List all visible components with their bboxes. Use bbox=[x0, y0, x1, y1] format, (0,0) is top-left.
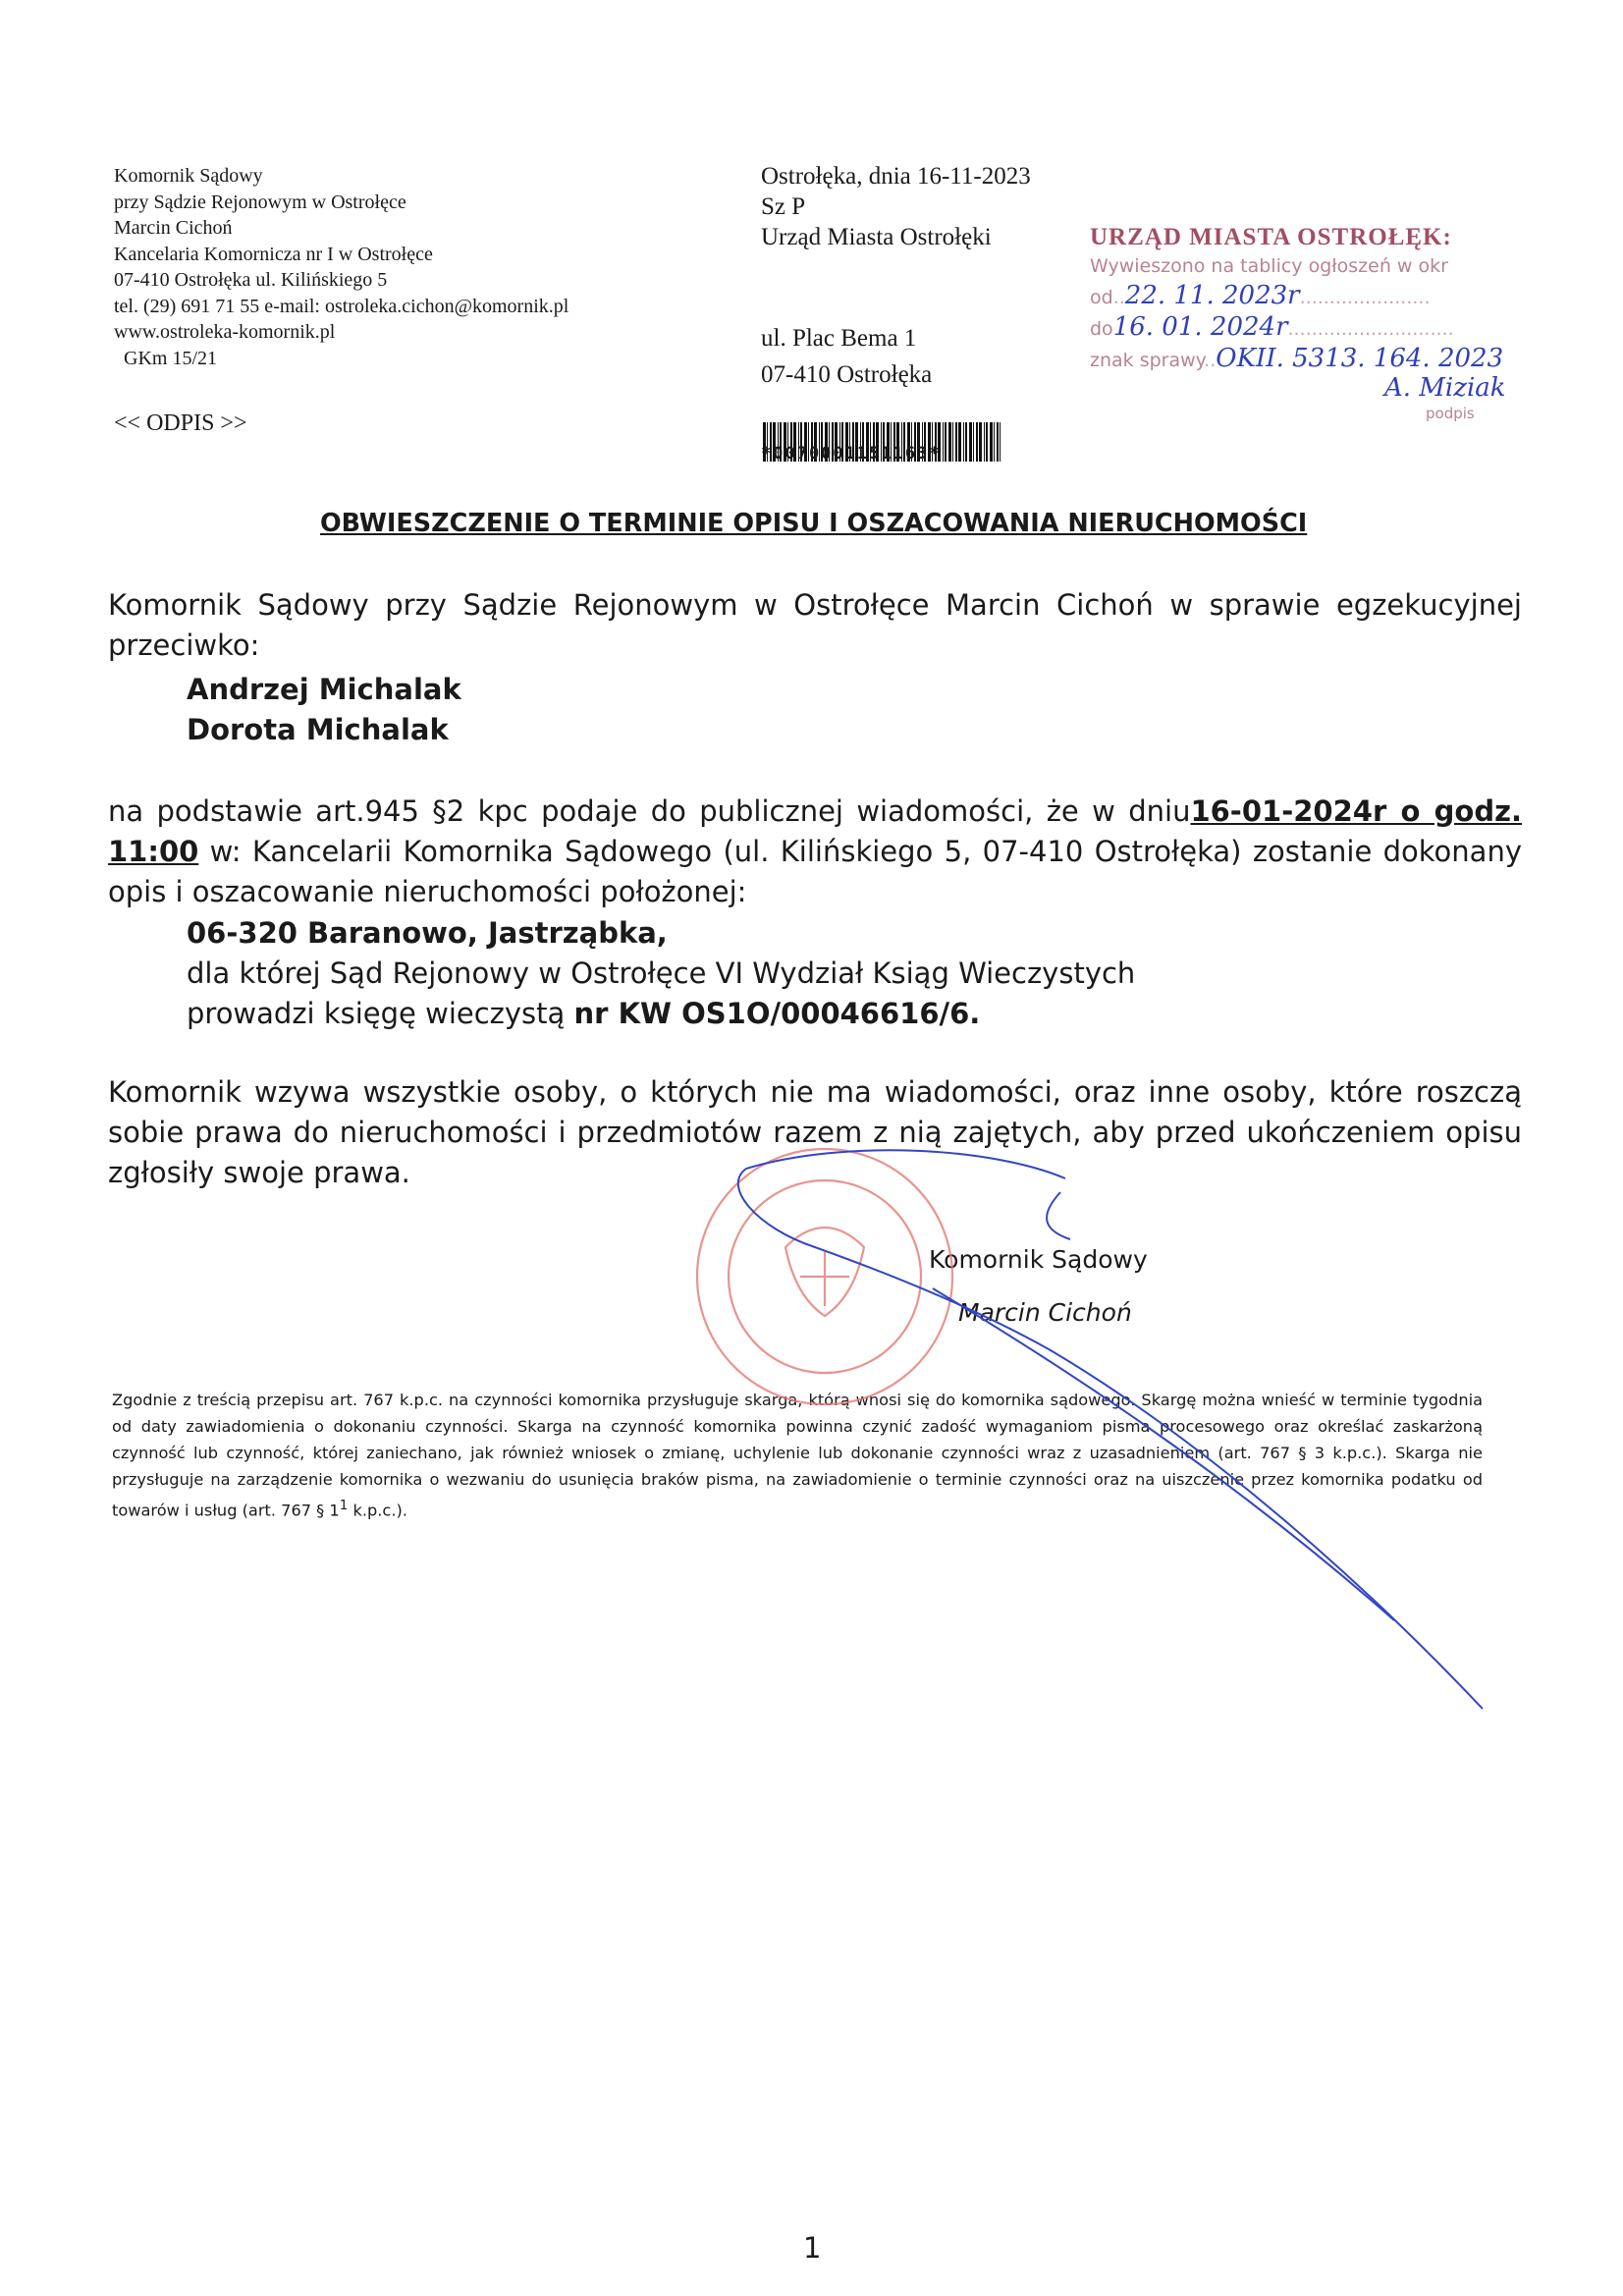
barcode-number: *0070001151163* bbox=[761, 444, 942, 464]
recipient-name: Urząd Miasta Ostrołęki bbox=[761, 224, 992, 250]
recipient-salutation: Sz P bbox=[761, 193, 806, 220]
barcode-bar bbox=[955, 422, 957, 462]
stamp-title: URZĄD MIASTA OSTROŁĘK: bbox=[1090, 224, 1452, 250]
sender-block bbox=[114, 163, 568, 371]
debtor-name: Dorota Michalak bbox=[187, 713, 449, 746]
sender-line: Komornik Sądowy bbox=[114, 165, 263, 187]
sender-line: tel. (29) 691 71 55 e-mail: ostroleka.cichon@komornik.pl bbox=[114, 295, 569, 317]
stamp-to-row: do16. 01. 2024r............................ bbox=[1090, 312, 1454, 342]
notice-title: OBWIESZCZENIE O TERMINIE OPISU I OSZACOWANIA NIERUCHOMOŚCI bbox=[320, 509, 1308, 538]
debtor-name: Andrzej Michalak bbox=[187, 673, 461, 706]
recipient-block bbox=[761, 161, 1031, 252]
stamp-ref-value: OKII. 5313. 164. 2023 bbox=[1216, 344, 1504, 373]
barcode-bar bbox=[969, 422, 972, 462]
summons-paragraph: Komornik wzywa wszystkie osoby, o których nie ma wiadomości, oraz inne osoby, które roszczą sobie prawa do nieruchomości i przedmiotów razem z nią zajętych, aby przed ukończeniem opisu zgłosiły swoje prawa. bbox=[108, 1075, 1522, 1189]
barcode-bar bbox=[963, 422, 964, 462]
legal-footnote bbox=[112, 1387, 1483, 1523]
barcode-bar bbox=[990, 422, 993, 462]
recipient-city: 07-410 Ostrołęka bbox=[761, 361, 933, 388]
intro-paragraph: Komornik Sądowy przy Sądzie Rejonowym w Ostrołęce Marcin Cichoń w sprawie egzekucyjnej przeciwko: bbox=[108, 588, 1522, 662]
stamp-to-value: 16. 01. 2024r bbox=[1112, 312, 1288, 342]
sender-line: 07-410 Ostrołęka ul. Kilińskiego 5 bbox=[114, 269, 388, 291]
barcode-bar bbox=[986, 422, 988, 462]
footnote-sup: 1 bbox=[339, 1498, 349, 1513]
barcode-bar bbox=[952, 422, 953, 462]
signer-block bbox=[929, 1233, 1148, 1339]
barcode-bar bbox=[997, 422, 999, 462]
stamp-ref-row: znak sprawy..OKII. 5313. 164. 2023 bbox=[1090, 344, 1504, 373]
barcode-bar bbox=[948, 422, 951, 462]
stamp-posted-text: Wywieszono na tablicy ogłoszeń w okr bbox=[1090, 255, 1448, 277]
footnote-text-end: k.p.c.). bbox=[348, 1501, 407, 1520]
property-kw-row bbox=[187, 994, 1135, 1034]
property-kw-number: nr KW OS1O/00046616/6. bbox=[573, 997, 981, 1030]
stamp-signature: A. Miziak bbox=[1384, 373, 1506, 403]
barcode-bar bbox=[1000, 422, 1001, 462]
barcode-bar bbox=[965, 422, 967, 462]
barcode-bar bbox=[984, 422, 985, 462]
stamp-ref-label: znak sprawy bbox=[1090, 350, 1205, 371]
barcode-bar bbox=[943, 422, 944, 462]
recipient-street: ul. Plac Bema 1 bbox=[761, 325, 917, 352]
signer-title: Komornik Sądowy bbox=[929, 1245, 1148, 1274]
property-location: 06-320 Baranowo, Jastrząbka, bbox=[187, 916, 668, 950]
stamp-to-label: do bbox=[1090, 318, 1113, 340]
sender-line: www.ostroleka-komornik.pl bbox=[114, 321, 336, 343]
property-kw-label: prowadzi księgę wieczystą bbox=[187, 997, 574, 1030]
basis-paragraph bbox=[108, 792, 1522, 912]
barcode-bar bbox=[945, 422, 947, 462]
barcode-bar bbox=[979, 422, 982, 462]
stamp-from-label: od bbox=[1090, 287, 1113, 308]
page-number: 1 bbox=[803, 2231, 822, 2265]
signer-name: Marcin Cichoń bbox=[958, 1298, 1132, 1327]
date-line: Ostrołęka, dnia 16-11-2023 bbox=[761, 163, 1031, 190]
recipient-address bbox=[761, 320, 932, 393]
barcode-bar bbox=[994, 422, 995, 462]
stamp-from-row: od..22. 11. 2023r...................... bbox=[1090, 281, 1431, 310]
posting-stamp bbox=[1090, 224, 1502, 375]
stamp-sign-label: podpis bbox=[1426, 405, 1475, 422]
inspection-date: 16-01-2024r o godz. 11:00 bbox=[108, 794, 1522, 868]
sender-line: przy Sądzie Rejonowym w Ostrołęce bbox=[114, 191, 406, 213]
barcode-bar bbox=[958, 422, 961, 462]
stamp-from-value: 22. 11. 2023r bbox=[1124, 281, 1300, 310]
barcode-bar bbox=[973, 422, 974, 462]
footnote-text: Zgodnie z treścią przepisu art. 767 k.p.c. na czynności komornika przysługuje skarga, którą wnosi się do komornika sądowego. Skargę można wnieść w terminie tygodnia od daty zawiadomienia o dokonaniu czynności. Skarga na czynność komornika powinna czynić zadość wymaganiom pisma procesowego oraz określać zaskarżoną czynność lub czynność, której zaniechano, jak również wniosek o zmianę, uchylenie lub dokonanie czynności wraz z uzasadnieniem (art. 767 § 3 k.p.c.). Skarga nie przysługuje na zarządzenie komornika o wezwaniu do usunięcia braków pisma, na zawiadomienie o terminie czynności oraz na uiszczenie przez komornika podatku od towarów i usług (art. 767 § 1 bbox=[112, 1391, 1483, 1520]
basis-text-cont: w: Kancelarii Komornika Sądowego (ul. Kilińskiego 5, 07-410 Ostrołęka) zostanie dokonany opis i oszacowanie nieruchomości położonej: bbox=[108, 835, 1522, 908]
property-court: dla której Sąd Rejonowy w Ostrołęce VI Wydział Ksiąg Wieczystych bbox=[187, 957, 1136, 990]
property-block bbox=[187, 913, 1135, 1034]
debtors-list bbox=[187, 670, 461, 750]
barcode-bar bbox=[976, 422, 978, 462]
copy-label: << ODPIS >> bbox=[114, 410, 247, 436]
case-number: GKm 15/21 bbox=[124, 347, 217, 369]
sender-line: Kancelaria Komornicza nr I w Ostrołęce bbox=[114, 243, 433, 265]
sender-line: Marcin Cichoń bbox=[114, 217, 233, 239]
basis-text: na podstawie art.945 §2 kpc podaje do publicznej wiadomości, że w dniu bbox=[108, 794, 1191, 828]
